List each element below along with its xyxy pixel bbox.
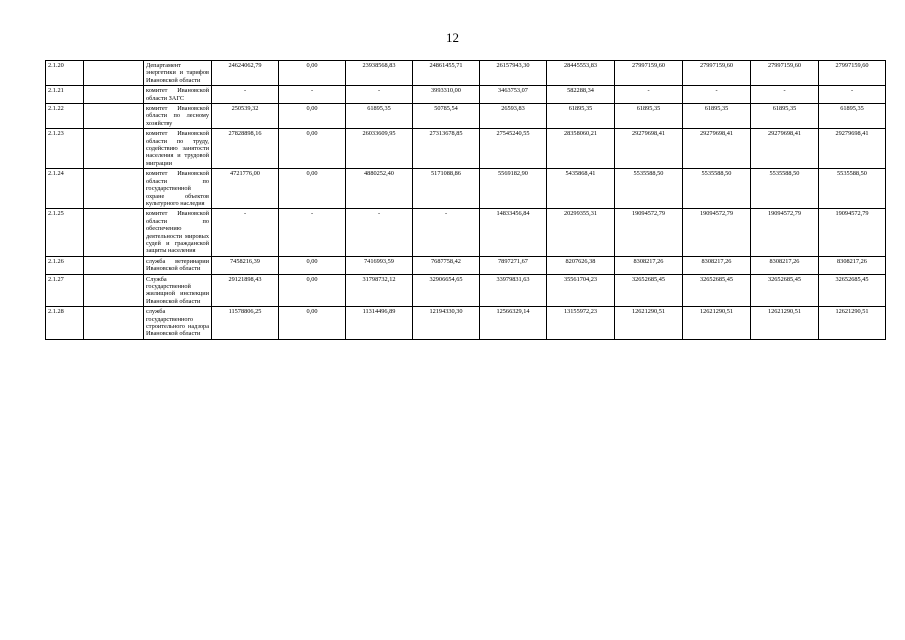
value-cell: 29279698,41 — [615, 129, 683, 169]
value-cell: 29279698,41 — [683, 129, 751, 169]
value-cell: 13155972,23 — [547, 307, 615, 340]
value-cell: 61895,35 — [683, 104, 751, 129]
value-cell: 582288,34 — [547, 86, 615, 104]
value-cell: 27997159,60 — [751, 61, 819, 86]
value-cell: 24624062,79 — [212, 61, 279, 86]
value-cell: 5535588,50 — [683, 169, 751, 209]
value-cell: 3463753,07 — [480, 86, 547, 104]
value-cell: - — [413, 209, 480, 256]
empty-cell — [84, 169, 144, 209]
budget-table-body — [46, 61, 886, 340]
value-cell: 12566329,14 — [480, 307, 547, 340]
row-name: комитет Ивановской области по государственной охране объектов культурного наследия — [144, 169, 212, 209]
value-cell: 0,00 — [279, 104, 346, 129]
value-cell: 7687758,42 — [413, 256, 480, 274]
value-cell: 27997159,60 — [683, 61, 751, 86]
value-cell: 8207626,38 — [547, 256, 615, 274]
value-cell: 8308217,26 — [819, 256, 886, 274]
row-code: 2.1.21 — [46, 86, 84, 104]
value-cell: 27313678,85 — [413, 129, 480, 169]
empty-cell — [84, 307, 144, 340]
value-cell: 32652685,45 — [615, 274, 683, 307]
value-cell: 12621290,51 — [683, 307, 751, 340]
row-name: служба государственного строительного надзора Ивановской области — [144, 307, 212, 340]
value-cell: 12621290,51 — [819, 307, 886, 340]
value-cell: - — [279, 86, 346, 104]
value-cell: 12621290,51 — [615, 307, 683, 340]
table-row — [46, 129, 886, 169]
value-cell: 61895,35 — [547, 104, 615, 129]
value-cell: 24861455,71 — [413, 61, 480, 86]
value-cell: 8308217,26 — [683, 256, 751, 274]
value-cell: 19094572,79 — [751, 209, 819, 256]
value-cell: 4721776,00 — [212, 169, 279, 209]
row-code: 2.1.26 — [46, 256, 84, 274]
value-cell: 50785,54 — [413, 104, 480, 129]
value-cell: 27545240,55 — [480, 129, 547, 169]
value-cell: 61895,35 — [751, 104, 819, 129]
value-cell: - — [683, 86, 751, 104]
table-row — [46, 307, 886, 340]
value-cell: 23938568,83 — [346, 61, 413, 86]
empty-cell — [84, 86, 144, 104]
value-cell: 29279698,41 — [751, 129, 819, 169]
value-cell: 7458216,39 — [212, 256, 279, 274]
value-cell: 27997159,60 — [615, 61, 683, 86]
value-cell: 0,00 — [279, 129, 346, 169]
value-cell: - — [819, 86, 886, 104]
value-cell: 28358060,21 — [547, 129, 615, 169]
value-cell: 29279698,41 — [819, 129, 886, 169]
value-cell: 61895,35 — [615, 104, 683, 129]
value-cell: 26157943,30 — [480, 61, 547, 86]
value-cell: - — [212, 209, 279, 256]
value-cell: 5435868,41 — [547, 169, 615, 209]
value-cell: 0,00 — [279, 169, 346, 209]
value-cell: 33979831,63 — [480, 274, 547, 307]
row-name: комитет Ивановской области по труду, содействию занятости населения и трудовой миграции — [144, 129, 212, 169]
row-name: Департамент энергетики и тарифов Ивановской области — [144, 61, 212, 86]
value-cell: 26593,83 — [480, 104, 547, 129]
empty-cell — [84, 274, 144, 307]
value-cell: 19094572,79 — [819, 209, 886, 256]
value-cell: - — [751, 86, 819, 104]
value-cell: 32652685,45 — [751, 274, 819, 307]
value-cell: - — [212, 86, 279, 104]
row-name: комитет Ивановской области по обеспечению деятельности мировых судей и гражданской защиты населения — [144, 209, 212, 256]
page-number: 12 — [446, 30, 459, 45]
value-cell: 31798732,12 — [346, 274, 413, 307]
value-cell: 0,00 — [279, 274, 346, 307]
row-name: комитет Ивановской области ЗАГС — [144, 86, 212, 104]
row-name: служба ветеринарии Ивановской области — [144, 256, 212, 274]
value-cell: 29121898,43 — [212, 274, 279, 307]
table-row — [46, 256, 886, 274]
value-cell: 12194330,30 — [413, 307, 480, 340]
table-row — [46, 169, 886, 209]
table-row — [46, 104, 886, 129]
value-cell: 8308217,26 — [751, 256, 819, 274]
value-cell: 35561704,23 — [547, 274, 615, 307]
value-cell: 32906654,65 — [413, 274, 480, 307]
value-cell: 0,00 — [279, 307, 346, 340]
table-row — [46, 61, 886, 86]
value-cell: 61895,35 — [819, 104, 886, 129]
empty-cell — [84, 129, 144, 169]
value-cell: 26033609,95 — [346, 129, 413, 169]
table-row — [46, 209, 886, 256]
empty-cell — [84, 104, 144, 129]
row-code: 2.1.25 — [46, 209, 84, 256]
row-code: 2.1.28 — [46, 307, 84, 340]
value-cell: 27997159,60 — [819, 61, 886, 86]
row-code: 2.1.24 — [46, 169, 84, 209]
value-cell: 3993310,00 — [413, 86, 480, 104]
value-cell: 5171088,86 — [413, 169, 480, 209]
empty-cell — [84, 256, 144, 274]
value-cell: - — [279, 209, 346, 256]
row-code: 2.1.22 — [46, 104, 84, 129]
empty-cell — [84, 61, 144, 86]
value-cell: 5535588,50 — [751, 169, 819, 209]
row-name: Служба государственной жилищной инспекции Ивановской области — [144, 274, 212, 307]
value-cell: 5569182,90 — [480, 169, 547, 209]
value-cell: 7897271,67 — [480, 256, 547, 274]
value-cell: 28445553,83 — [547, 61, 615, 86]
value-cell: 12621290,51 — [751, 307, 819, 340]
value-cell: 0,00 — [279, 256, 346, 274]
value-cell: 4880252,40 — [346, 169, 413, 209]
value-cell: 20299355,31 — [547, 209, 615, 256]
value-cell: - — [346, 86, 413, 104]
value-cell: 14833456,84 — [480, 209, 547, 256]
value-cell: 19094572,79 — [615, 209, 683, 256]
table-row — [46, 274, 886, 307]
value-cell: - — [615, 86, 683, 104]
value-cell: 61895,35 — [346, 104, 413, 129]
table-row — [46, 86, 886, 104]
value-cell: 32652685,45 — [819, 274, 886, 307]
budget-table — [45, 60, 886, 340]
row-code: 2.1.20 — [46, 61, 84, 86]
empty-cell — [84, 209, 144, 256]
row-name: комитет Ивановской области по лесному хозяйству — [144, 104, 212, 129]
value-cell: 5535588,50 — [819, 169, 886, 209]
value-cell: 250539,32 — [212, 104, 279, 129]
value-cell: 5535588,50 — [615, 169, 683, 209]
value-cell: 0,00 — [279, 61, 346, 86]
value-cell: 11578806,25 — [212, 307, 279, 340]
value-cell: 27828898,16 — [212, 129, 279, 169]
value-cell: 19094572,79 — [683, 209, 751, 256]
value-cell: 11314496,89 — [346, 307, 413, 340]
row-code: 2.1.27 — [46, 274, 84, 307]
value-cell: 32652685,45 — [683, 274, 751, 307]
row-code: 2.1.23 — [46, 129, 84, 169]
value-cell: 7416993,59 — [346, 256, 413, 274]
value-cell: 8308217,26 — [615, 256, 683, 274]
value-cell: - — [346, 209, 413, 256]
